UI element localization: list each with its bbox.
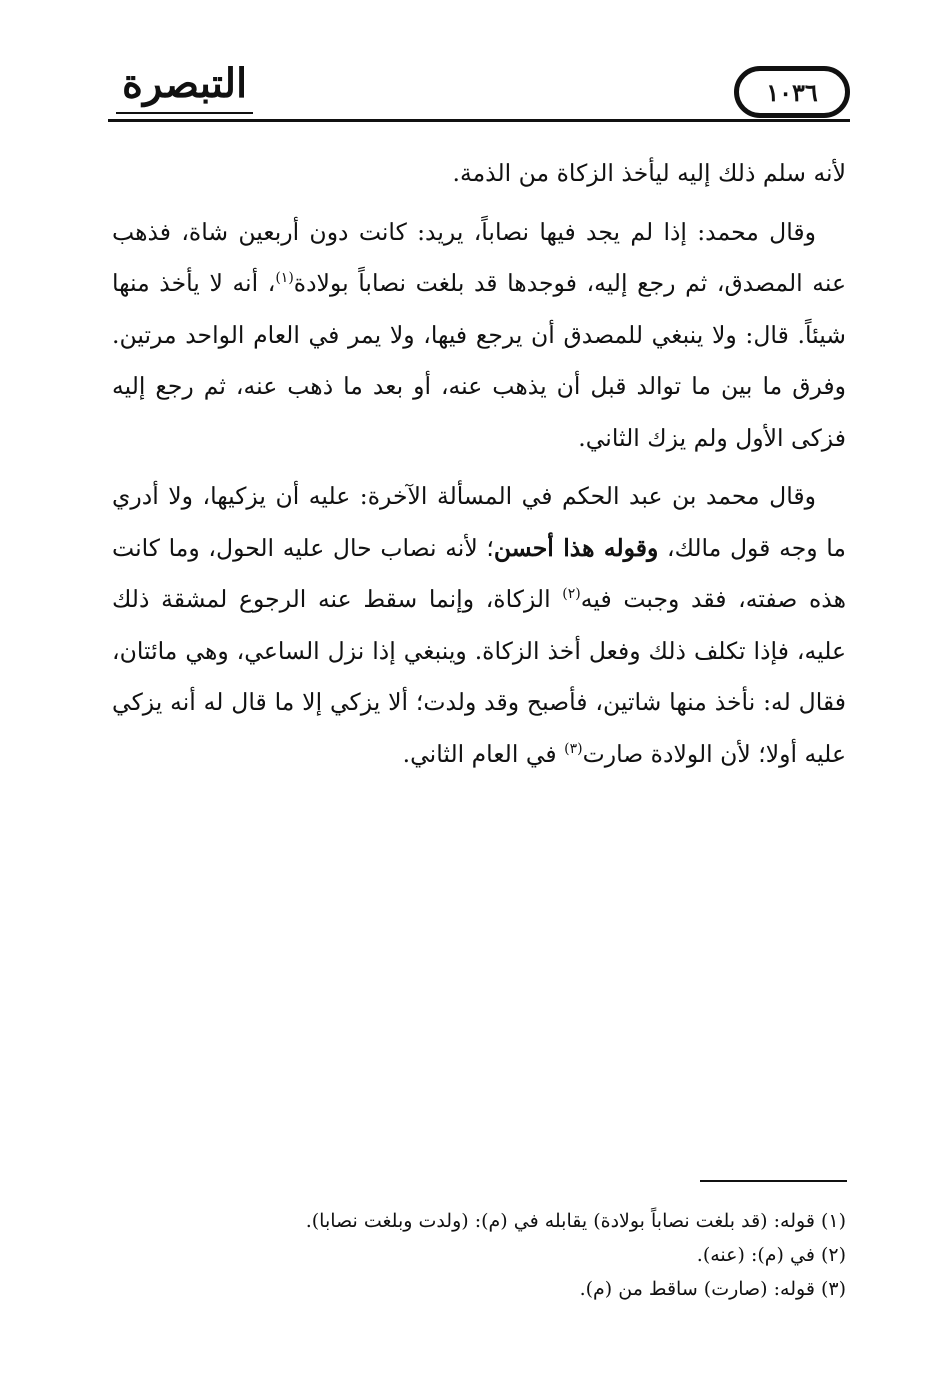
paragraph-2-text-b: ، أنه لا يأخذ منها شيئاً. قال: ولا ينبغي للمصدق أن يرجع فيها، ولا يمر في العام الواحد مرتين. وفرق ما بين ما توالد قبل أن يذهب عنه، أو بعد ما ذهب عنه، ثم رجع إليه فزكى الأول ولم يزك الثاني. (112, 269, 846, 452)
page-number-badge (734, 66, 850, 118)
page-number: ١٠٣٦ (766, 77, 818, 107)
footnote-1: (١) قوله: (قد بلغت نصاباً بولادة) يقابله في (م): (ولدت وبلغت نصابا). (305, 1210, 846, 1232)
footnote-ref-2: (٢) (562, 586, 581, 603)
paragraph-1: لأنه سلم ذلك إليه ليأخذ الزكاة من الذمة. (452, 159, 846, 187)
paragraph-3-text-a: وقال محمد بن عبد الحكم في المسألة الآخرة: عليه أن يزكيها، ولا أدري ما وجه قول مالك، (112, 482, 846, 562)
paragraph-3 (112, 471, 846, 780)
footnote-ref-1: (١) (275, 270, 294, 287)
footnote-2: (٢) في (م): (عنه). (696, 1244, 846, 1266)
header-rule (108, 119, 850, 122)
paragraph-3-text-d: في العام الثاني. (402, 739, 565, 768)
footnote-divider (700, 1180, 847, 1182)
paragraph-3-bold-phrase: وقوله هذا أحسن (493, 533, 659, 562)
footnote-ref-3: (٣) (564, 740, 583, 757)
paragraph-3-text-c: الزكاة، وإنما سقط عنه الرجوع لمشقة ذلك عليه، فإذا تكلف ذلك وفعل أخذ الزكاة. وينبغي إذا نزل الساعي، وهي مائتان، فقال له: نأخذ منها شاتين، فأصبح وقد ولدت؛ ألا يزكي إلا ما قال له أنه يزكي عليه أولا؛ لأن الولادة صارت (112, 585, 846, 768)
page-header (108, 52, 850, 124)
paragraph-3-text-b: ؛ لأنه نصاب حال عليه الحول، وما كانت هذه صفته، فقد وجبت فيه (112, 533, 846, 613)
footnote-3: (٣) قوله: (صارت) ساقط من (م). (579, 1278, 846, 1300)
footnotes (112, 1204, 846, 1306)
book-title-logo: التبصرة (116, 56, 253, 114)
paragraph-2 (112, 207, 846, 465)
main-text (112, 148, 846, 787)
paragraph-2-text-a: وقال محمد: إذا لم يجد فيها نصاباً، يريد: كانت دون أربعين شاة، فذهب عنه المصدق، ثم رجع إليه، فوجدها قد بلغت نصاباً بولادة (112, 217, 846, 297)
